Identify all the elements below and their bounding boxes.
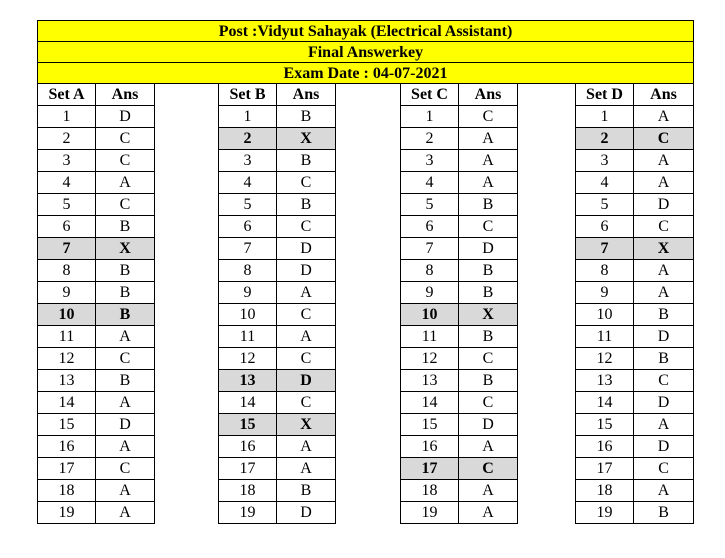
set-b-answer-cell: C — [277, 348, 336, 370]
set-a-question-cell: 4 — [38, 172, 96, 194]
gap-cell — [518, 84, 576, 106]
gap-cell — [155, 370, 219, 392]
table-row — [38, 458, 694, 480]
header-row — [38, 84, 694, 106]
set-d-answer-cell: C — [634, 458, 694, 480]
set-c-question-cell: 5 — [401, 194, 459, 216]
gap-cell — [155, 128, 219, 150]
table-row — [38, 128, 694, 150]
set-c-question-cell: 1 — [401, 106, 459, 128]
gap-cell — [336, 260, 401, 282]
set-d-question-cell: 10 — [576, 304, 634, 326]
set-b-answer-cell: X — [277, 414, 336, 436]
set-c-answer-cell: X — [459, 304, 518, 326]
set-a-question-cell: 7 — [38, 238, 96, 260]
set-a-question-cell: 6 — [38, 216, 96, 238]
set-b-question-cell: 15 — [219, 414, 277, 436]
set-a-answer-cell: A — [96, 172, 155, 194]
gap-cell — [155, 502, 219, 524]
set-b-question-cell: 13 — [219, 370, 277, 392]
set-c-answer-cell: D — [459, 414, 518, 436]
set-d-answer-cell: C — [634, 128, 694, 150]
set-d-answer-cell: A — [634, 172, 694, 194]
set-a-question-cell: 5 — [38, 194, 96, 216]
set-b-answer-cell: A — [277, 282, 336, 304]
set-c-question-cell: 10 — [401, 304, 459, 326]
set-d-question-cell: 9 — [576, 282, 634, 304]
set-b-question-cell: 6 — [219, 216, 277, 238]
table-row — [38, 216, 694, 238]
set-d-header: Set D — [576, 84, 634, 106]
gap-cell — [336, 128, 401, 150]
set-d-question-cell: 3 — [576, 150, 634, 172]
gap-cell — [336, 436, 401, 458]
gap-cell — [518, 150, 576, 172]
set-a-answer-cell: B — [96, 260, 155, 282]
set-d-question-cell: 16 — [576, 436, 634, 458]
set-d-question-cell: 19 — [576, 502, 634, 524]
gap-cell — [518, 260, 576, 282]
set-c-question-cell: 2 — [401, 128, 459, 150]
set-d-answer-cell: C — [634, 216, 694, 238]
set-d-ans-header: Ans — [634, 84, 694, 106]
gap-cell — [518, 282, 576, 304]
gap-cell — [155, 348, 219, 370]
set-c-answer-cell: A — [459, 480, 518, 502]
table-row — [38, 370, 694, 392]
set-a-question-cell: 8 — [38, 260, 96, 282]
set-b-answer-cell: A — [277, 326, 336, 348]
gap-cell — [155, 414, 219, 436]
set-b-answer-cell: A — [277, 458, 336, 480]
gap-cell — [336, 216, 401, 238]
set-a-question-cell: 9 — [38, 282, 96, 304]
set-a-answer-cell: C — [96, 348, 155, 370]
set-a-question-cell: 19 — [38, 502, 96, 524]
set-b-question-cell: 2 — [219, 128, 277, 150]
set-b-question-cell: 3 — [219, 150, 277, 172]
gap-cell — [336, 304, 401, 326]
post-title: Post :Vidyut Sahayak (Electrical Assistant) — [38, 21, 694, 42]
gap-cell — [518, 238, 576, 260]
set-d-question-cell: 18 — [576, 480, 634, 502]
set-c-question-cell: 9 — [401, 282, 459, 304]
table-row — [38, 436, 694, 458]
table-row — [38, 150, 694, 172]
set-c-answer-cell: A — [459, 172, 518, 194]
gap-cell — [518, 216, 576, 238]
gap-cell — [518, 326, 576, 348]
table-row — [38, 172, 694, 194]
exam-date: Exam Date : 04-07-2021 — [38, 63, 694, 84]
table-row — [38, 480, 694, 502]
gap-cell — [518, 392, 576, 414]
set-c-question-cell: 17 — [401, 458, 459, 480]
set-d-question-cell: 2 — [576, 128, 634, 150]
gap-cell — [155, 326, 219, 348]
set-c-answer-cell: B — [459, 282, 518, 304]
set-a-answer-cell: A — [96, 436, 155, 458]
gap-cell — [155, 458, 219, 480]
set-d-answer-cell: D — [634, 392, 694, 414]
set-c-answer-cell: A — [459, 502, 518, 524]
gap-cell — [518, 436, 576, 458]
set-b-answer-cell: D — [277, 370, 336, 392]
set-b-question-cell: 8 — [219, 260, 277, 282]
set-b-question-cell: 18 — [219, 480, 277, 502]
set-b-question-cell: 19 — [219, 502, 277, 524]
gap-cell — [518, 348, 576, 370]
table-row — [38, 392, 694, 414]
table-row — [38, 238, 694, 260]
set-c-answer-cell: C — [459, 106, 518, 128]
set-a-question-cell: 18 — [38, 480, 96, 502]
gap-cell — [518, 480, 576, 502]
table-row — [38, 106, 694, 128]
set-d-answer-cell: B — [634, 304, 694, 326]
set-c-question-cell: 16 — [401, 436, 459, 458]
set-b-answer-cell: D — [277, 238, 336, 260]
set-a-header: Set A — [38, 84, 96, 106]
set-b-answer-cell: C — [277, 392, 336, 414]
gap-cell — [336, 414, 401, 436]
set-d-question-cell: 4 — [576, 172, 634, 194]
set-a-question-cell: 3 — [38, 150, 96, 172]
gap-cell — [518, 370, 576, 392]
gap-cell — [155, 194, 219, 216]
gap-cell — [336, 238, 401, 260]
set-b-answer-cell: B — [277, 106, 336, 128]
gap-cell — [518, 458, 576, 480]
table-row — [38, 304, 694, 326]
set-c-answer-cell: C — [459, 458, 518, 480]
answer-key-table — [37, 20, 694, 524]
gap-cell — [518, 194, 576, 216]
set-a-answer-cell: C — [96, 458, 155, 480]
set-b-answer-cell: C — [277, 304, 336, 326]
set-b-question-cell: 9 — [219, 282, 277, 304]
gap-cell — [336, 84, 401, 106]
set-b-question-cell: 7 — [219, 238, 277, 260]
set-a-answer-cell: B — [96, 304, 155, 326]
set-b-question-cell: 12 — [219, 348, 277, 370]
set-d-question-cell: 6 — [576, 216, 634, 238]
set-c-question-cell: 11 — [401, 326, 459, 348]
page-subtitle: Final Answerkey — [38, 42, 694, 63]
set-d-answer-cell: A — [634, 260, 694, 282]
set-c-answer-cell: B — [459, 194, 518, 216]
set-a-answer-cell: C — [96, 150, 155, 172]
table-row — [38, 260, 694, 282]
set-a-ans-header: Ans — [96, 84, 155, 106]
gap-cell — [155, 238, 219, 260]
set-c-answer-cell: A — [459, 150, 518, 172]
set-c-question-cell: 18 — [401, 480, 459, 502]
set-d-answer-cell: B — [634, 502, 694, 524]
gap-cell — [336, 480, 401, 502]
set-b-question-cell: 16 — [219, 436, 277, 458]
set-d-question-cell: 5 — [576, 194, 634, 216]
gap-cell — [155, 392, 219, 414]
set-c-answer-cell: B — [459, 260, 518, 282]
set-d-question-cell: 14 — [576, 392, 634, 414]
set-c-answer-cell: D — [459, 238, 518, 260]
set-c-question-cell: 15 — [401, 414, 459, 436]
set-b-ans-header: Ans — [277, 84, 336, 106]
set-c-question-cell: 13 — [401, 370, 459, 392]
gap-cell — [155, 84, 219, 106]
set-d-answer-cell: D — [634, 436, 694, 458]
set-b-answer-cell: D — [277, 502, 336, 524]
set-c-ans-header: Ans — [459, 84, 518, 106]
set-c-question-cell: 3 — [401, 150, 459, 172]
set-b-question-cell: 10 — [219, 304, 277, 326]
table-row — [38, 502, 694, 524]
set-b-answer-cell: B — [277, 480, 336, 502]
set-b-answer-cell: C — [277, 172, 336, 194]
set-a-question-cell: 15 — [38, 414, 96, 436]
gap-cell — [518, 128, 576, 150]
set-b-question-cell: 1 — [219, 106, 277, 128]
set-c-answer-cell: A — [459, 436, 518, 458]
set-a-answer-cell: A — [96, 392, 155, 414]
gap-cell — [518, 304, 576, 326]
set-a-question-cell: 10 — [38, 304, 96, 326]
set-b-answer-cell: X — [277, 128, 336, 150]
set-c-question-cell: 8 — [401, 260, 459, 282]
set-c-header: Set C — [401, 84, 459, 106]
gap-cell — [518, 172, 576, 194]
set-c-answer-cell: C — [459, 392, 518, 414]
set-a-question-cell: 1 — [38, 106, 96, 128]
set-b-question-cell: 17 — [219, 458, 277, 480]
set-a-answer-cell: B — [96, 282, 155, 304]
set-b-answer-cell: B — [277, 194, 336, 216]
set-a-question-cell: 17 — [38, 458, 96, 480]
gap-cell — [155, 282, 219, 304]
table-row — [38, 414, 694, 436]
gap-cell — [336, 370, 401, 392]
set-d-question-cell: 12 — [576, 348, 634, 370]
gap-cell — [155, 304, 219, 326]
gap-cell — [336, 106, 401, 128]
set-c-question-cell: 19 — [401, 502, 459, 524]
table-row — [38, 282, 694, 304]
gap-cell — [155, 436, 219, 458]
set-c-answer-cell: C — [459, 216, 518, 238]
set-d-answer-cell: A — [634, 414, 694, 436]
answer-key-sheet — [37, 20, 693, 524]
set-c-answer-cell: A — [459, 128, 518, 150]
set-b-answer-cell: B — [277, 150, 336, 172]
gap-cell — [336, 458, 401, 480]
set-c-answer-cell: C — [459, 348, 518, 370]
set-b-question-cell: 14 — [219, 392, 277, 414]
set-b-answer-cell: D — [277, 260, 336, 282]
set-a-answer-cell: B — [96, 370, 155, 392]
set-b-question-cell: 5 — [219, 194, 277, 216]
gap-cell — [155, 172, 219, 194]
set-d-answer-cell: D — [634, 194, 694, 216]
set-d-question-cell: 15 — [576, 414, 634, 436]
set-a-question-cell: 14 — [38, 392, 96, 414]
gap-cell — [336, 150, 401, 172]
gap-cell — [336, 392, 401, 414]
set-a-answer-cell: C — [96, 194, 155, 216]
set-d-answer-cell: A — [634, 282, 694, 304]
set-d-question-cell: 8 — [576, 260, 634, 282]
set-a-question-cell: 11 — [38, 326, 96, 348]
set-a-question-cell: 12 — [38, 348, 96, 370]
set-d-question-cell: 7 — [576, 238, 634, 260]
set-a-answer-cell: A — [96, 326, 155, 348]
set-d-answer-cell: D — [634, 326, 694, 348]
gap-cell — [518, 502, 576, 524]
set-d-answer-cell: A — [634, 106, 694, 128]
set-a-answer-cell: D — [96, 414, 155, 436]
gap-cell — [155, 216, 219, 238]
gap-cell — [155, 106, 219, 128]
set-d-answer-cell: A — [634, 480, 694, 502]
gap-cell — [336, 502, 401, 524]
set-b-question-cell: 11 — [219, 326, 277, 348]
set-c-answer-cell: B — [459, 326, 518, 348]
gap-cell — [155, 480, 219, 502]
set-d-question-cell: 13 — [576, 370, 634, 392]
gap-cell — [155, 260, 219, 282]
set-a-answer-cell: C — [96, 128, 155, 150]
table-row — [38, 348, 694, 370]
set-a-answer-cell: A — [96, 480, 155, 502]
set-d-answer-cell: A — [634, 150, 694, 172]
gap-cell — [518, 414, 576, 436]
set-d-answer-cell: X — [634, 238, 694, 260]
set-b-question-cell: 4 — [219, 172, 277, 194]
gap-cell — [336, 194, 401, 216]
set-a-answer-cell: D — [96, 106, 155, 128]
gap-cell — [155, 150, 219, 172]
set-b-answer-cell: A — [277, 436, 336, 458]
set-d-answer-cell: C — [634, 370, 694, 392]
set-c-question-cell: 4 — [401, 172, 459, 194]
gap-cell — [518, 106, 576, 128]
gap-cell — [336, 326, 401, 348]
gap-cell — [336, 282, 401, 304]
table-row — [38, 194, 694, 216]
set-c-question-cell: 14 — [401, 392, 459, 414]
set-d-question-cell: 1 — [576, 106, 634, 128]
set-b-answer-cell: C — [277, 216, 336, 238]
gap-cell — [336, 348, 401, 370]
set-b-header: Set B — [219, 84, 277, 106]
set-c-question-cell: 12 — [401, 348, 459, 370]
gap-cell — [336, 172, 401, 194]
set-a-question-cell: 16 — [38, 436, 96, 458]
set-c-answer-cell: B — [459, 370, 518, 392]
set-a-question-cell: 13 — [38, 370, 96, 392]
set-d-answer-cell: B — [634, 348, 694, 370]
table-row — [38, 326, 694, 348]
set-d-question-cell: 17 — [576, 458, 634, 480]
set-a-answer-cell: B — [96, 216, 155, 238]
set-c-question-cell: 7 — [401, 238, 459, 260]
set-a-question-cell: 2 — [38, 128, 96, 150]
set-d-question-cell: 11 — [576, 326, 634, 348]
set-c-question-cell: 6 — [401, 216, 459, 238]
set-a-answer-cell: A — [96, 502, 155, 524]
set-a-answer-cell: X — [96, 238, 155, 260]
